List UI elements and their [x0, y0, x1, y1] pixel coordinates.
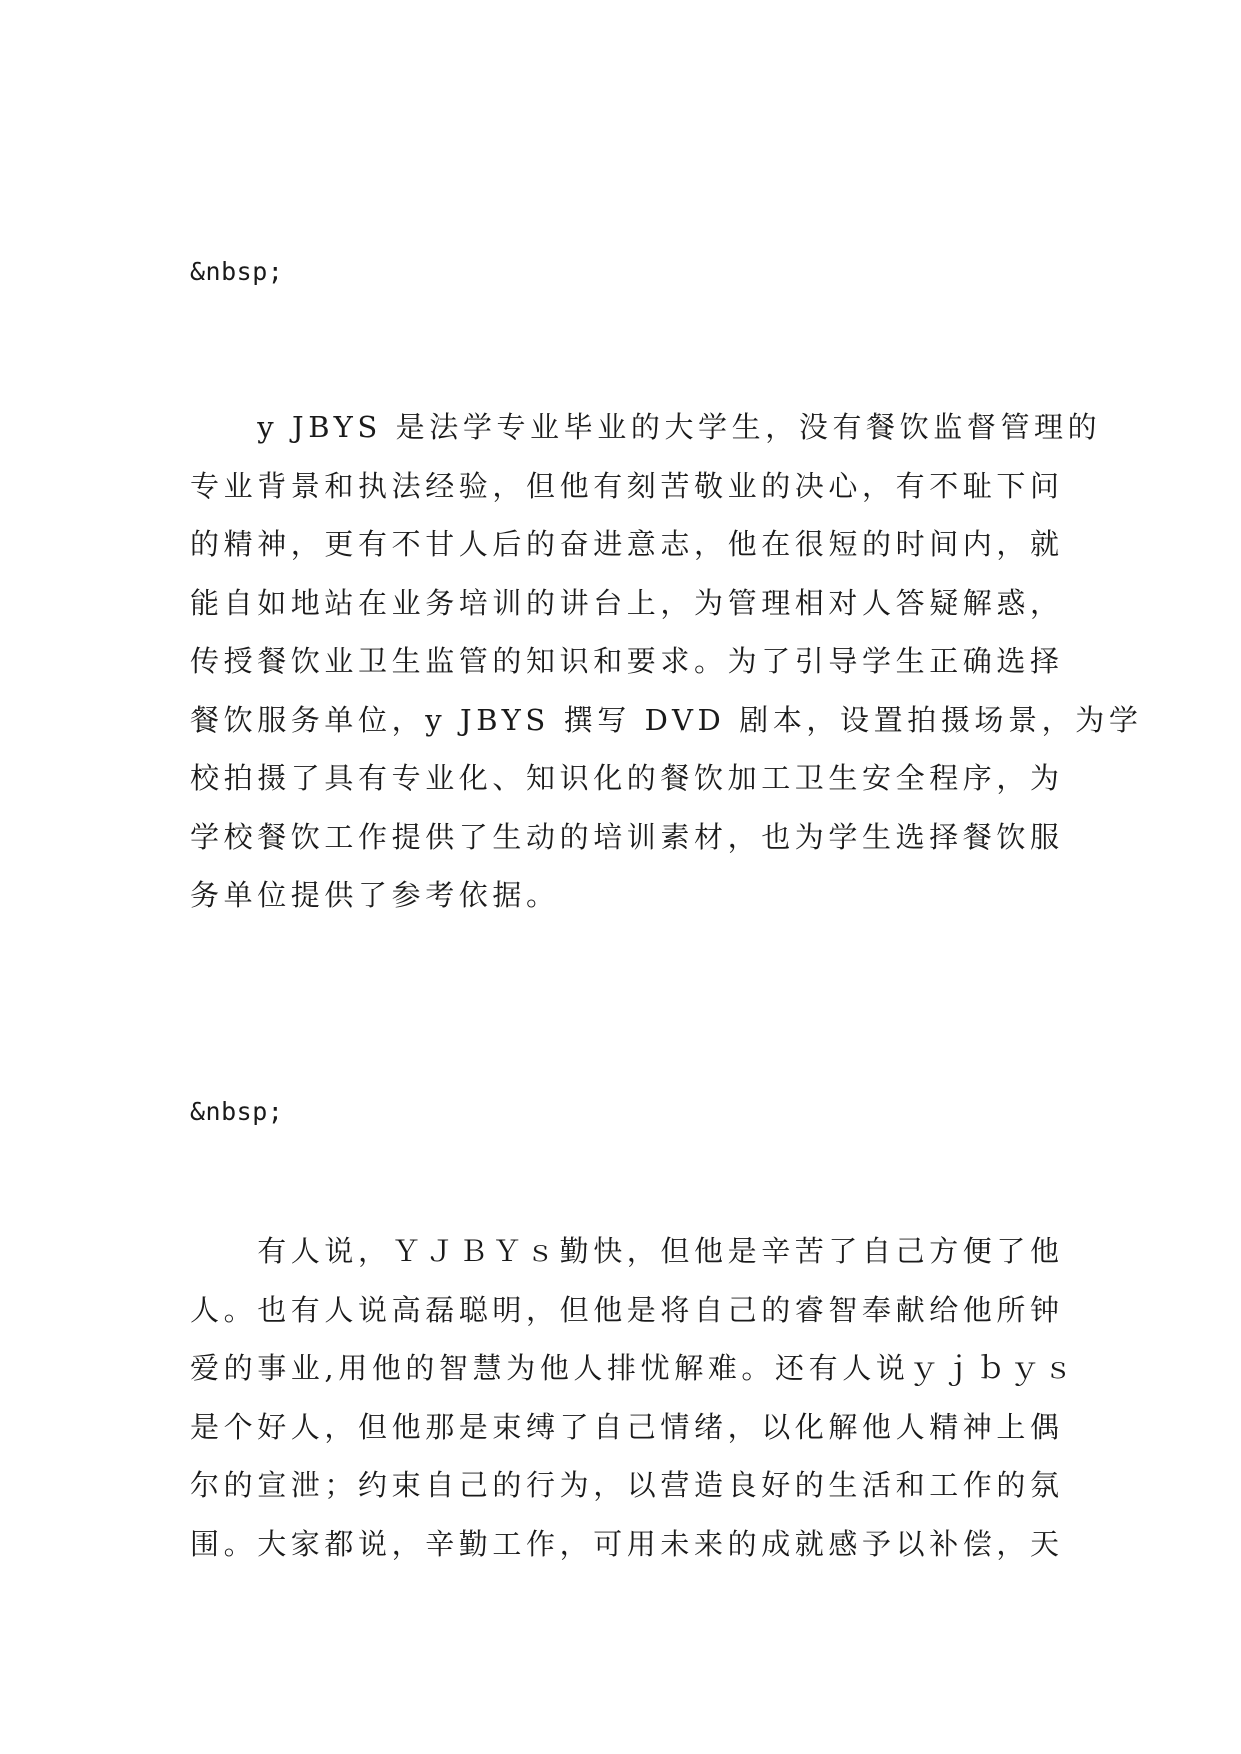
paragraph-line: 餐饮服务单位，y JBYS 撰写 DVD 剧本，设置拍摄场景，为学: [190, 702, 1143, 737]
paragraph-line: 的精神，更有不甘人后的奋进意志，他在很短的时间内，就: [190, 527, 1064, 561]
nbsp-spacer-text: &nbsp;: [190, 1097, 284, 1126]
paragraph-line: 务单位提供了参考依据。: [190, 878, 560, 912]
paragraph-yjbys-profile: [190, 398, 1143, 925]
paragraph-line: 能自如地站在业务培训的讲台上，为管理相对人答疑解惑，: [190, 585, 1064, 620]
paragraph-line: 专业背景和执法经验，但他有刻苦敬业的决心，有不耻下问: [190, 468, 1064, 503]
paragraph-line: 围。大家都说，辛勤工作，可用未来的成就感予以补偿，天: [190, 1526, 1064, 1561]
paragraph-line: y JBYS 是法学专业毕业的大学生，没有餐饮监督管理的: [190, 410, 1102, 444]
paragraph-line: 爱的事业,用他的智慧为他人排忧解难。还有人说ｙｊｂｙｓ: [190, 1351, 1078, 1385]
nbsp-spacer-text: &nbsp;: [190, 257, 284, 286]
paragraph-line: 是个好人，但他那是束缚了自己情绪，以化解他人精神上偶: [190, 1409, 1064, 1444]
paragraph-others-say: [190, 1222, 1078, 1573]
paragraph-line: 校拍摄了具有专业化、知识化的餐饮加工卫生安全程序，为: [190, 761, 1064, 795]
paragraph-line: 学校餐饮工作提供了生动的培训素材，也为学生选择餐饮服: [190, 819, 1064, 854]
paragraph-line: 人。也有人说高磊聪明，但他是将自己的睿智奉献给他所钟: [190, 1292, 1064, 1327]
paragraph-line: 有人说，ＹＪＢＹｓ勤快，但他是辛苦了自己方便了他: [190, 1234, 1064, 1268]
paragraph-line: 传授餐饮业卫生监管的知识和要求。为了引导学生正确选择: [190, 644, 1064, 678]
paragraph-line: 尔的宣泄；约束自己的行为，以营造良好的生活和工作的氛: [190, 1468, 1064, 1502]
